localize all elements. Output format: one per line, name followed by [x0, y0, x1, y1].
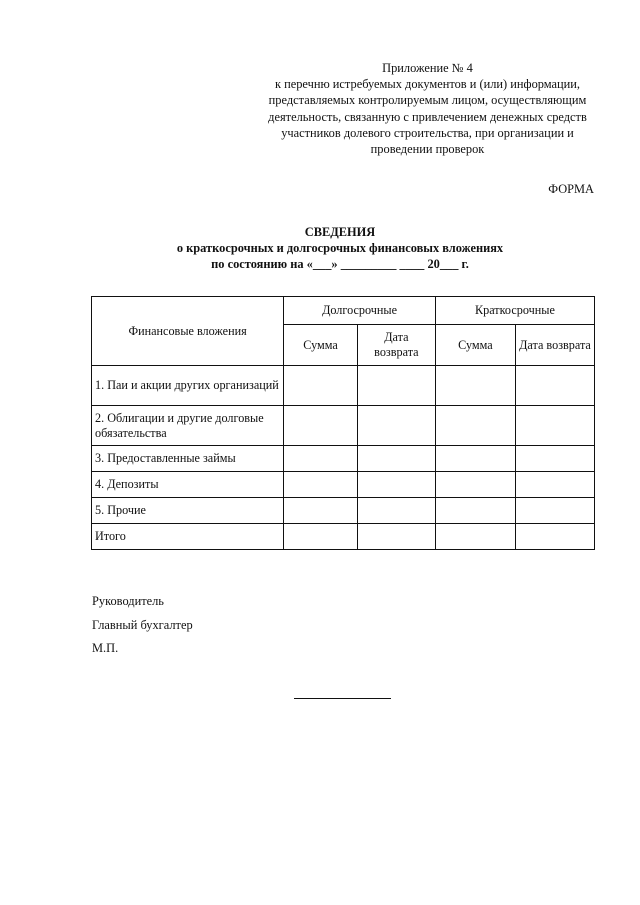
table-cell [284, 498, 358, 524]
document-title [100, 224, 580, 272]
header-short-term: Краткосрочные [435, 297, 594, 325]
table-cell [284, 524, 358, 550]
appendix-line: деятельность, связанную с привлечением денежных средств [268, 109, 587, 124]
row-label-total: Итого [92, 524, 284, 550]
table-cell [435, 446, 515, 472]
table-cell [515, 524, 594, 550]
table-cell [357, 498, 435, 524]
table-cell [357, 472, 435, 498]
table-cell [435, 472, 515, 498]
table-total-row [92, 524, 595, 550]
table-cell [515, 406, 594, 446]
investments-table [91, 296, 595, 550]
table-row [92, 406, 595, 446]
table-cell [435, 406, 515, 446]
appendix-line: участников долевого строительства, при организации и [281, 125, 574, 140]
header-long-return-date: Дата возврата [357, 325, 435, 366]
header-long-term: Долгосрочные [284, 297, 436, 325]
table-cell [357, 446, 435, 472]
title-subtitle: о краткосрочных и долгосрочных финансовых вложениях [176, 241, 504, 255]
appendix-header [255, 60, 600, 157]
table-cell [284, 406, 358, 446]
table-cell [515, 498, 594, 524]
table-cell [357, 366, 435, 406]
header-investments: Финансовые вложения [92, 297, 284, 366]
table-header-row [92, 297, 595, 325]
appendix-number: Приложение № 4 [382, 61, 473, 75]
signature-chief-accountant: Главный бухгалтер [92, 617, 193, 632]
table-cell [435, 524, 515, 550]
row-label: 4. Депозиты [92, 472, 284, 498]
signature-block [92, 590, 193, 661]
table-row [92, 366, 595, 406]
form-label: ФОРМА [548, 182, 594, 196]
table-cell [284, 366, 358, 406]
table-cell [357, 406, 435, 446]
signature-head: Руководитель [92, 594, 164, 608]
appendix-line: к перечню истребуемых документов и (или) информации, [274, 77, 581, 92]
table-cell [284, 472, 358, 498]
table-row [92, 446, 595, 472]
table-cell [284, 446, 358, 472]
footer-divider [294, 698, 391, 699]
header-long-sum: Сумма [284, 325, 358, 366]
table-cell [357, 524, 435, 550]
table-cell [515, 366, 594, 406]
row-label: 2. Облигации и другие долговые обязательства [92, 406, 284, 446]
signature-seal: М.П. [92, 641, 119, 655]
row-label: 5. Прочие [92, 498, 284, 524]
row-label: 1. Паи и акции других организаций [92, 366, 284, 406]
table-cell [515, 472, 594, 498]
header-short-return-date: Дата возврата [515, 325, 594, 366]
row-label: 3. Предоставленные займы [92, 446, 284, 472]
title-heading: СВЕДЕНИЯ [304, 225, 376, 239]
appendix-line: проведении проверок [370, 142, 485, 157]
table-row [92, 498, 595, 524]
header-short-sum: Сумма [435, 325, 515, 366]
table-cell [435, 366, 515, 406]
table-cell [515, 446, 594, 472]
table-cell [435, 498, 515, 524]
title-date-line: по состоянию на «___» _________ ____ 20___ г. [211, 257, 469, 271]
table-row [92, 472, 595, 498]
appendix-line: представляемых контролируемым лицом, осуществляющим [268, 93, 587, 108]
